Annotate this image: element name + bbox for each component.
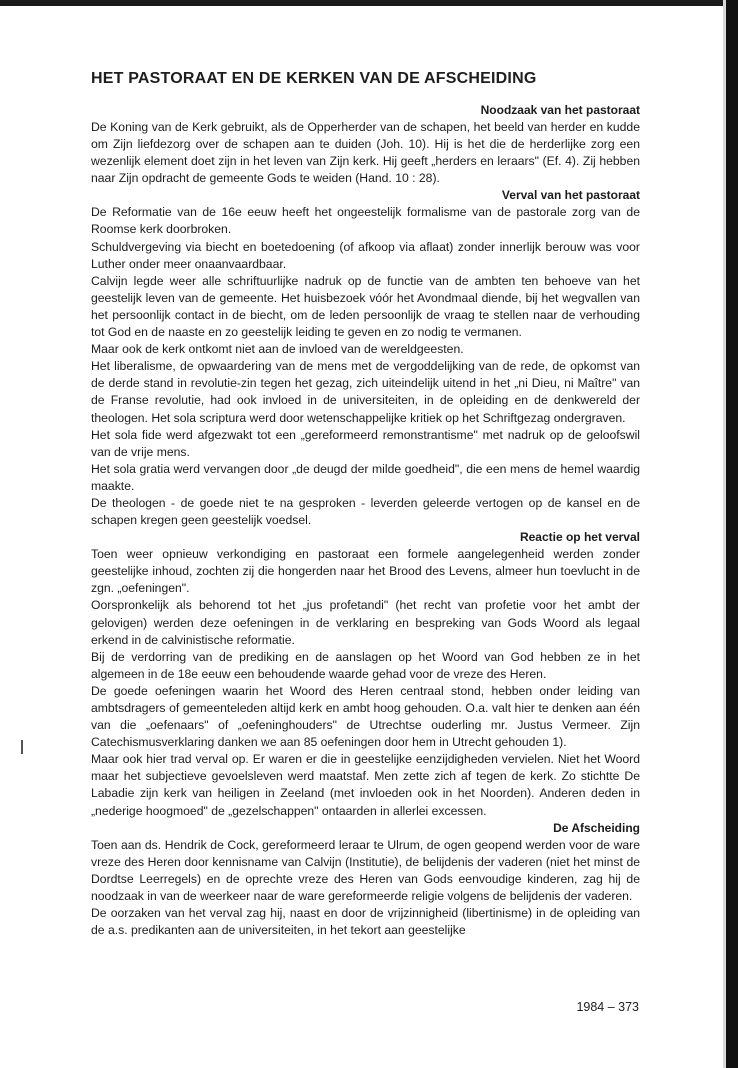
- section-verval: [91, 187, 640, 529]
- page-number: 1984 – 373: [576, 1000, 639, 1014]
- paragraph: De Reformatie van de 16e eeuw heeft het ongeestelijk formalisme van de pastorale zorg van de Roomse kerk doorbroken.: [91, 205, 640, 237]
- section-noodzaak: [91, 102, 640, 187]
- paragraph: Oorspronkelijk als behorend tot het „jus profetandi" (het recht van profetie voor het ambt der gelovigen) werden deze oefeningen in de verklaring en bespreking van Gods Woord als legaal erkend in de calvinistische reformatie.: [91, 598, 640, 647]
- paragraph: Het liberalisme, de opwaardering van de mens met de vergoddelijking van de rede, de opkomst van de derde stand in revolutie-zin tegen het gezag, zich uiteindelijk uitend in het „ni Dieu, ni Maître" van de Franse revolutie, had ook invloed in de universiteiten, in de opleiding en de denkwereld der theologen. Het sola scriptura werd door wetenschappelijke kritiek op het Schriftgezag ondergraven.: [91, 359, 640, 425]
- paragraph: De oorzaken van het verval zag hij, naast en door de vrijzinnigheid (libertinisme) in de opleiding van de a.s. predikanten aan de universiteiten, in het tekort aan geestelijke: [91, 906, 640, 938]
- section-reactie: [91, 529, 640, 820]
- section-heading: De Afscheiding: [553, 820, 640, 835]
- paragraph: Maar ook de kerk ontkomt niet aan de invloed van de wereldgeesten.: [91, 342, 464, 357]
- paragraph: Bij de verdorring van de prediking en de aanslagen op het Woord van God hebben ze in het algemeen in de 18e eeuw een behoudende waarde gehad voor de vreze des Heren.: [91, 649, 640, 681]
- paragraph: Calvijn legde weer alle schriftuurlijke nadruk op de functie van de ambten ten behoeve van het geestelijk leven van de gemeente. Het huisbezoek vóór het Avondmaal diende, bij het wegvallen van het persoonlijk contact in de biecht, om de leden persoonlijk de vraag te stellen naar de verhouding tot God en de naaste en zo geestelijk leiding te geven en zo nodig te vermanen.: [91, 273, 640, 340]
- paragraph: De goede oefeningen waarin het Woord des Heren centraal stond, hebben onder leiding van ambtsdragers of gemeenteleden altijd kerk en ambt hoog gehouden. O.a. valt hier te denken aan één van die „oefenaars" of „oefeninghouders" de Utrechtse ouderling mr. Justus Vermeer. Zijn Catechismusverklaring danken we aan 85 oefeningen door hem in Utrecht gehouden 1).: [91, 683, 640, 750]
- paragraph: De theologen - de goede niet te na gesproken - leverden geleerde vertogen op de kansel en de schapen kregen geen geestelijk voedsel.: [91, 495, 640, 528]
- margin-mark: [21, 740, 23, 754]
- page-right-edge: [726, 0, 738, 1068]
- paragraph: Toen weer opnieuw verkondiging en pastoraat een formele aangelegenheid werden zonder geestelijke inhoud, zochten zij die hongerden naar het Brood des Levens, almeer hun toevlucht in de zgn. „oefeningen".: [91, 547, 640, 596]
- paragraph: Schuldvergeving via biecht en boetedoening (of afkoop via aflaat) zonder innerlijk berouw was voor Luther onder meer onaanvaardbaar.: [91, 239, 640, 271]
- paragraph: Het sola fide werd afgezwakt tot een „gereformeerd remonstrantisme" met nadruk op de geloofswil van de vrije mens.: [91, 427, 640, 459]
- paragraph: Het sola gratia werd vervangen door „de deugd der milde goedheid", die een mens de hemel waardig maakte.: [91, 461, 640, 493]
- paragraph: Toen aan ds. Hendrik de Cock, gereformeerd leraar te Ulrum, de ogen geopend werden voor de ware vreze des Heren door kennisname van Calvijn (Institutie), de belijdenis der vaderen (niet het minst de Dordtse Leerregels) en de oprechte vreze des Heren van Gods eenvoudige kinderen, zag hij de noodzaak in van de weerkeer naar de ware gereformeerde religie volgens de belijdenis der vaderen.: [91, 837, 640, 903]
- section-heading: Verval van het pastoraat: [501, 188, 640, 203]
- page-top-edge: [0, 0, 738, 6]
- article-title: HET PASTORAAT EN DE KERKEN VAN DE AFSCHEIDING: [91, 70, 537, 87]
- section-heading: Reactie op het verval: [519, 530, 640, 545]
- section-heading: Noodzaak van het pastoraat: [480, 103, 640, 117]
- section-afscheiding: [91, 820, 640, 940]
- article: [91, 70, 640, 939]
- paragraph: Maar ook hier trad verval op. Er waren er die in geestelijke eenzijdigheden vervielen. Niet het Woord maar het subjectieve gevoelsleven werd maatstaf. Men zette zich af tegen de kerk. Zo stichtte De Labadie zijn kerk van heiligen in Zeeland (met invloeden ook in het Noorden). Anderen deden in „nederige hoogmoed" de „gezelschappen" ontaarden in allerlei excessen.: [91, 752, 640, 818]
- paragraph: De Koning van de Kerk gebruikt, als de Opperherder van de schapen, het beeld van herder en kudde om Zijn liefdezorg over de schapen aan te duiden (Joh. 10). Hij is het die de herderlijke zorg een wezenlijk element doet zijn in het leven van Zijn kerk. Hij geeft „herders en leraars" (Ef. 4). Zij hebben naar Zijn opdracht de gemeente Gods te weiden (Hand. 10 : 28).: [91, 120, 640, 186]
